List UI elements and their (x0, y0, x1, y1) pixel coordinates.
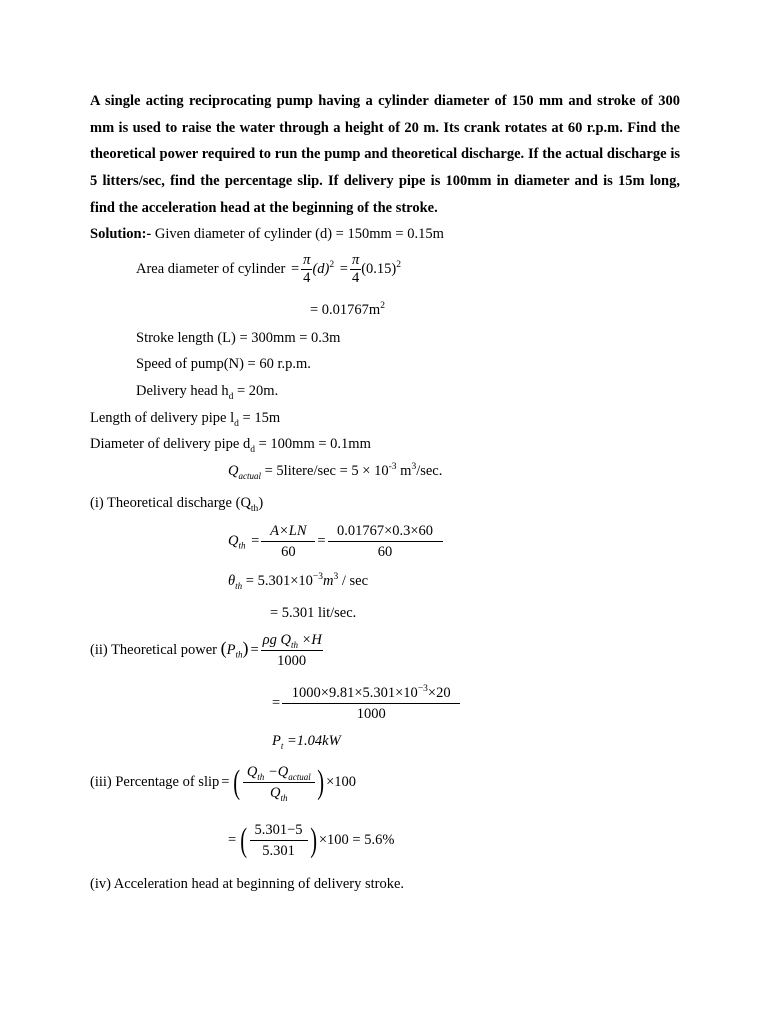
slip-fraction-values: $\frac{5.301-5}{5.301}$ (250, 820, 308, 861)
problem-statement: A single acting reciprocating pump having a cylinder diameter of 150 mm and stroke of 300 mm is used to raise the water through a height of 20 m. Its crank rotates at 60 r.p.m. Find the theoretical power required to run the pump and theoretical discharge. If the actual discharge is 5 litters/sec, find the percentage slip. If delivery pipe is 100mm in diameter and is 15m long, find the acceleration head at the beginning of the stroke. (90, 93, 680, 216)
slip-result: = ( $\frac{5.301-5}{5.301}$ ) ×100 = 5.6% (228, 821, 395, 859)
stroke-length: Stroke length (L) = 300mm = 0.3m (136, 330, 341, 346)
pump-speed: Speed of pump(N) = 60 r.p.m. (136, 356, 311, 372)
power-result: $P_t =1.04kW$ (272, 733, 341, 751)
power-fraction-values: $\frac{1000\times 9.81\times 5.301\times 10^{-3}\times 20}{1000}$ (282, 683, 460, 724)
theta-th-result: $\theta_{th} = 5.301\times 10^{-3}m^3 / \sec$ (228, 572, 369, 591)
slip-fraction: $\frac{Q_{th} -Q_{actual}}{Q_{th}}$ (243, 762, 315, 803)
area-label: Area diameter of cylinder (136, 260, 286, 277)
solution-label: Solution:- (90, 226, 152, 242)
part4-heading: (iv) Acceleration head at beginning of delivery stroke. (90, 876, 405, 892)
given-diameter: Given diameter of cylinder (d) = 150mm = 0.15m (151, 226, 444, 242)
power-fraction: $\frac{\rho g Q_{th} \times H}{1000}$ (262, 632, 322, 669)
power-formula: (ii) Theoretical power $(P_{th})$ = $\frac{\rho g Q_{th} \times H}{1000}$ (90, 632, 322, 669)
solution-line (90, 226, 444, 243)
delivery-pipe-diameter: Diameter of delivery pipe $d_d = 100mm = 0.1mm$ (90, 436, 371, 455)
pi-over-4-b: $\frac{\pi}{4}$ (351, 252, 360, 286)
slip-formula: (iii) Percentage of slip = ( $\frac{Q_{th} -Q_{actual}}{Q_{th}}$ ) ×100 (90, 763, 357, 803)
area-result: = $0.01767m^2$ (310, 301, 385, 318)
delivery-head: Delivery head $h_d = 20m$. (136, 383, 279, 402)
delivery-pipe-length: Length of delivery pipe $l_d = 15m$ (90, 410, 281, 429)
qth-litres: = 5.301 lit/sec. (270, 605, 357, 621)
q-actual: $Q_{actual}$ = 5litere/sec = $5 \times 10^{-3}$ $m^3/\sec$. (228, 462, 443, 481)
qth-fraction-1: $\frac{A\times LN}{60}$ (261, 521, 315, 562)
part1-heading: (i) Theoretical discharge $(Q_{th})$ (90, 495, 264, 514)
qth-formula: $Q_{th}$ = $\frac{A\times LN}{60}$ = $\frac{0.01767\times 0.3\times 60}{60}$ (228, 521, 443, 562)
qth-fraction-2: $\frac{0.01767\times 0.3\times 60}{60}$ (328, 521, 443, 562)
pi-over-4-a: $\frac{\pi}{4}$ (303, 252, 311, 286)
power-substitution: = $\frac{1000\times 9.81\times 5.301\times 10^{-3}\times 20}{1000}$ (270, 683, 460, 724)
area-formula: Area diameter of cylinder = $\frac{\pi}{4}$ $(d)^2$ = $\frac{\pi}{4}$ $(0.15)^2$ (136, 252, 402, 286)
